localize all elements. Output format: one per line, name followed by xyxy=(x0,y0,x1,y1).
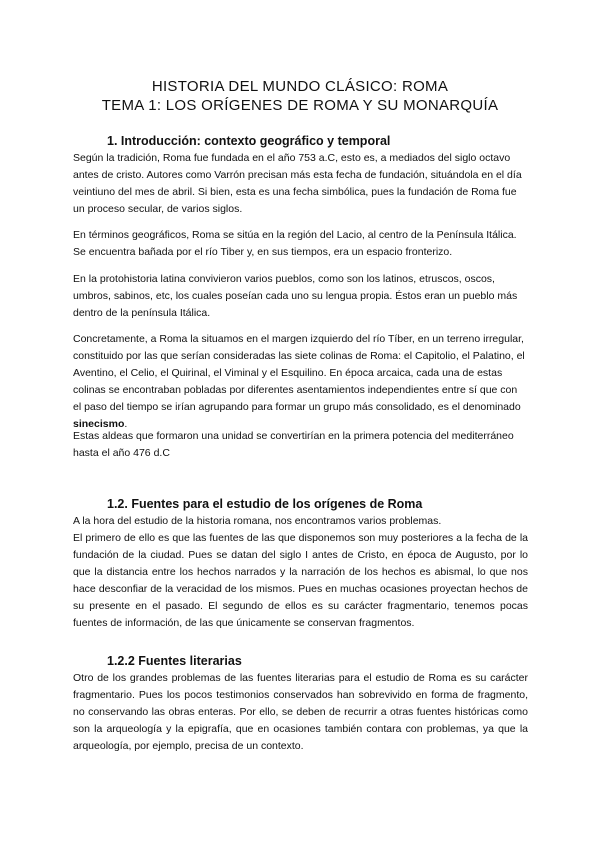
section-heading-fuentes: 1.2. Fuentes para el estudio de los orígenes de Roma xyxy=(107,497,423,511)
paragraph-intro-4-end: . xyxy=(124,418,128,430)
document-title: HISTORIA DEL MUNDO CLÁSICO: ROMA xyxy=(151,78,449,95)
term-sinecismo: sinecismo xyxy=(73,418,125,430)
document-subtitle: TEMA 1: LOS ORÍGENES DE ROMA Y SU MONARQUÍA xyxy=(101,97,499,114)
paragraph-intro-1: Según la tradición, Roma fue fundada en el año 753 a.C, esto es, a mediados del siglo octavo antes de cristo. Autores como Varrón precisan más esta fecha de fundación, situándola en el día veintiuno del mes de abril. Si bien, esta es una fecha simbólica, pues la fundación de Roma fue un proceso secular, de varios siglos. xyxy=(73,152,522,215)
paragraph-fuentes-1: A la hora del estudio de la historia romana, nos encontramos varios problemas. xyxy=(73,515,442,527)
paragraph-fuentes-2: El primero de ello es que las fuentes de las que disponemos son muy posteriores a la fecha de la fundación de la ciudad. Pues se datan del siglo I antes de Cristo, en época de Augusto, por lo que la distancia entre los hechos narrados y la narración de los hechos es abismal, lo que nos hace desconfiar de la veracidad de los mismos. Pues en muchas ocasiones proyectan hechos de su presente en el pasado. El segundo de ellos es su carácter fragmentario, tenemos pocas fuentes de información, de las que únicamente se conservan fragmentos. xyxy=(73,532,528,629)
paragraph-intro-4 xyxy=(73,331,528,433)
paragraph-intro-4-text: Concretamente, a Roma la situamos en el margen izquierdo del río Tíber, en un terreno irregular, constituido por las que serían consideradas las siete colinas de Roma: el Capitolio, el Palatino, el Aventino, el Celio, el Quirinal, el Viminal y el Esquilino. En época arcaica, cada una de estas colinas se encontraban pobladas por diferentes asentamientos independientes entre sí que con el paso del tiempo se irían agrupando para formar un grupo más consolidado, es el denominado xyxy=(73,333,525,413)
paragraph-intro-3: En la protohistoria latina convivieron varios pueblos, como son los latinos, etruscos, oscos, umbros, sabinos, etc, los cuales poseían cada uno su lengua propia. Éstos eran un pueblo más dentro de la península Itálica. xyxy=(73,273,518,319)
section-heading-literarias: 1.2.2 Fuentes literarias xyxy=(107,654,242,668)
paragraph-literarias-1: Otro de los grandes problemas de las fuentes literarias para el estudio de Roma es su carácter fragmentario. Pues los pocos testimonios conservados han sobrevivido en forma de fragmento, no conservando las obras enteras. Por ello, se deben de recurrir a otras fuentes históricas como son la arqueología y la epigrafía, que en ocasiones también contara con problemas, ya que la arqueología, por ejemplo, precisa de un contexto. xyxy=(73,672,528,752)
section-heading-introduction: 1. Introducción: contexto geográfico y temporal xyxy=(107,134,391,148)
paragraph-intro-2: En términos geográficos, Roma se sitúa en la región del Lacio, al centro de la Península Itálica. Se encuentra bañada por el río Tiber y, en sus tiempos, era un espacio fronterizo. xyxy=(73,229,517,258)
paragraph-intro-5: Estas aldeas que formaron una unidad se convertirían en la primera potencia del mediterráneo hasta el año 476 d.C xyxy=(73,430,514,459)
